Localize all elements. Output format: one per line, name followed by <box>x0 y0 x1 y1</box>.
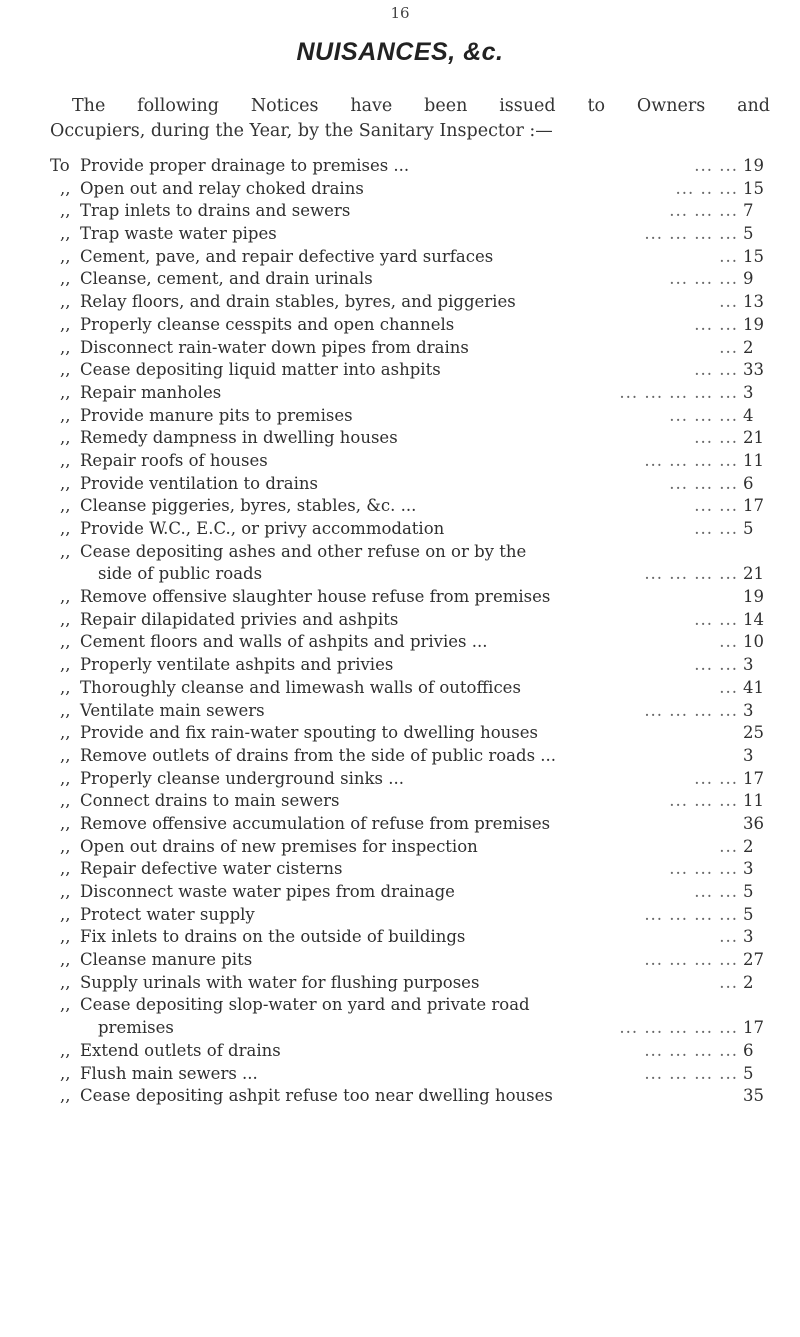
row-prefix: ,, <box>60 904 71 924</box>
page-title: NUISANCES, &c. <box>296 38 504 66</box>
row-leader: ... ... <box>694 496 738 516</box>
notice-row <box>50 972 780 995</box>
row-leader: ... ... ... <box>669 859 738 879</box>
row-text: Protect water supply <box>80 904 255 924</box>
row-text: Remove offensive slaughter house refuse from premises <box>80 587 551 607</box>
notice-list <box>50 155 780 1108</box>
row-count: 3 <box>743 700 754 720</box>
row-prefix: ,, <box>60 541 71 561</box>
row-prefix: ,, <box>60 519 71 538</box>
row-prefix: ,, <box>60 677 71 697</box>
row-count: 35 <box>743 1086 764 1106</box>
row-text: Provide ventilation to drains <box>80 473 319 493</box>
row-count: 2 <box>743 836 754 856</box>
notice-row <box>50 405 780 428</box>
row-prefix: ,, <box>60 1086 71 1106</box>
row-text: Provide W.C., E.C., or privy accommodation <box>80 519 445 538</box>
row-count: 3 <box>743 745 754 765</box>
row-prefix: ,, <box>60 950 71 970</box>
notice-row <box>50 813 780 836</box>
row-prefix: ,, <box>60 927 71 947</box>
row-text: Disconnect rain-water down pipes from drains <box>80 337 469 357</box>
row-text: Thoroughly cleanse and limewash walls of outoffices <box>80 677 521 697</box>
row-text: Open out drains of new premises for inspection <box>80 836 478 856</box>
notice-row <box>50 677 780 700</box>
row-count: 36 <box>743 813 764 833</box>
row-text: Remove offensive accumulation of refuse from premises <box>80 813 551 833</box>
row-text: Provide manure pits to premises <box>80 405 353 425</box>
row-text: Cleanse piggeries, byres, stables, &c. ... <box>80 496 417 516</box>
row-prefix: ,, <box>60 428 71 448</box>
row-count: 5 <box>743 882 754 901</box>
row-text: Supply urinals with water for flushing purposes <box>80 972 480 992</box>
row-prefix: ,, <box>60 972 71 992</box>
row-text: Remedy dampness in dwelling houses <box>80 428 398 448</box>
row-text: Trap inlets to drains and sewers <box>80 201 351 221</box>
row-text: Cleanse, cement, and drain urinals <box>80 269 373 289</box>
row-count: 15 <box>743 246 764 266</box>
row-count: 6 <box>743 473 754 493</box>
row-leader: ... ... ... <box>669 405 738 425</box>
notice-row <box>50 541 780 564</box>
row-count: 7 <box>743 201 754 221</box>
row-count: 9 <box>743 269 754 289</box>
row-leader: ... ... ... <box>669 201 738 221</box>
row-leader: ... ... ... ... ... <box>619 382 738 402</box>
row-count: 41 <box>743 677 764 697</box>
notice-row <box>50 926 780 949</box>
row-leader: ... ... <box>694 360 738 380</box>
intro-line-1: The following Notices have been issued to Owners and <box>72 96 770 116</box>
notice-row <box>50 881 780 904</box>
row-leader: ... ... <box>694 156 738 175</box>
row-leader: ... ... <box>694 655 738 675</box>
row-prefix: ,, <box>60 791 71 811</box>
page-number: 16 <box>390 4 410 22</box>
notice-row <box>50 518 780 541</box>
row-text: Provide and fix rain-water spouting to dwelling houses <box>80 723 538 743</box>
row-text: Extend outlets of drains <box>80 1040 281 1060</box>
row-count: 19 <box>743 587 764 607</box>
notice-row <box>50 200 780 223</box>
row-count: 17 <box>743 496 764 516</box>
notice-row <box>50 1063 780 1086</box>
row-count: 21 <box>743 564 764 584</box>
row-prefix: ,, <box>60 655 71 675</box>
notice-row <box>50 768 780 791</box>
row-leader: ... .. ... <box>675 178 738 198</box>
row-text: Properly cleanse cesspits and open channels <box>80 314 455 334</box>
row-leader: ... ... ... <box>669 269 738 289</box>
notice-row <box>50 790 780 813</box>
row-prefix: ,, <box>60 745 71 765</box>
row-leader: ... ... ... ... <box>644 950 738 970</box>
row-text: Cease depositing slop-water on yard and private road <box>80 995 530 1015</box>
notice-row <box>50 904 780 927</box>
row-count: 21 <box>743 428 764 448</box>
row-count: 10 <box>743 632 764 652</box>
row-text: Cease depositing ashpit refuse too near dwelling houses <box>80 1086 553 1106</box>
row-prefix: ,, <box>60 882 71 901</box>
notice-row <box>50 450 780 473</box>
row-leader: ... ... ... ... <box>644 1063 738 1083</box>
row-count: 6 <box>743 1040 754 1060</box>
notice-row <box>50 949 780 972</box>
row-text: Relay floors, and drain stables, byres, and piggeries <box>80 292 516 312</box>
row-prefix: ,, <box>60 473 71 493</box>
intro-line-2: Occupiers, during the Year, by the Sanitary Inspector :— <box>50 121 553 141</box>
row-count: 19 <box>743 314 764 334</box>
notice-row <box>50 178 780 201</box>
notice-row <box>50 631 780 654</box>
notice-row <box>50 382 780 405</box>
row-prefix: ,, <box>60 995 71 1015</box>
row-text: Cement, pave, and repair defective yard surfaces <box>80 246 494 266</box>
row-leader: ... ... <box>694 314 738 334</box>
row-prefix: ,, <box>60 178 71 198</box>
notice-row <box>50 654 780 677</box>
row-prefix: ,, <box>60 836 71 856</box>
row-leader: ... ... ... ... ... <box>619 1018 738 1038</box>
row-leader: ... <box>719 677 738 697</box>
row-text: Disconnect waste water pipes from drainage <box>80 882 455 901</box>
row-leader: ... ... ... ... <box>644 564 738 584</box>
row-text: Remove outlets of drains from the side of public roads ... <box>80 745 557 765</box>
row-text: Ventilate main sewers <box>80 700 265 720</box>
row-prefix: ,, <box>60 1040 71 1060</box>
row-prefix: ,, <box>60 450 71 470</box>
row-text: Fix inlets to drains on the outside of buildings <box>80 927 466 947</box>
row-text: premises <box>98 1018 174 1038</box>
row-count: 5 <box>743 1063 754 1083</box>
row-count: 17 <box>743 1018 764 1038</box>
row-leader: ... ... ... ... <box>644 904 738 924</box>
notice-row <box>50 223 780 246</box>
row-prefix: ,, <box>60 201 71 221</box>
row-leader: ... <box>719 246 738 266</box>
row-prefix: ,, <box>60 632 71 652</box>
row-text: Flush main sewers ... <box>80 1063 258 1083</box>
notice-row <box>50 155 780 178</box>
row-count: 3 <box>743 927 754 947</box>
row-count: 25 <box>743 723 764 743</box>
row-count: 3 <box>743 859 754 879</box>
row-leader: ... ... <box>694 609 738 629</box>
row-prefix: ,, <box>60 224 71 244</box>
notice-row <box>50 291 780 314</box>
row-prefix: ,, <box>60 269 71 289</box>
row-text: Repair manholes <box>80 382 222 402</box>
row-prefix: ,, <box>60 813 71 833</box>
row-count: 3 <box>743 382 754 402</box>
row-prefix: ,, <box>60 382 71 402</box>
notice-row <box>50 1085 780 1108</box>
row-count: 2 <box>743 337 754 357</box>
notice-row <box>50 1017 780 1040</box>
row-leader: ... ... <box>694 428 738 448</box>
row-count: 5 <box>743 224 754 244</box>
row-prefix: ,, <box>60 292 71 312</box>
row-text: Repair roofs of houses <box>80 450 268 470</box>
row-leader: ... <box>719 927 738 947</box>
notice-row <box>50 473 780 496</box>
notice-row <box>50 722 780 745</box>
row-count: 5 <box>743 904 754 924</box>
row-leader: ... <box>719 972 738 992</box>
row-leader: ... <box>719 836 738 856</box>
row-text: Cement floors and walls of ashpits and privies ... <box>80 632 488 652</box>
row-prefix: ,, <box>60 405 71 425</box>
row-prefix: To <box>50 156 70 175</box>
notice-row <box>50 836 780 859</box>
row-prefix: ,, <box>60 337 71 357</box>
row-prefix: ,, <box>60 859 71 879</box>
row-text: Cease depositing liquid matter into ashpits <box>80 360 441 380</box>
notice-row <box>50 268 780 291</box>
row-count: 27 <box>743 950 764 970</box>
row-text: Connect drains to main sewers <box>80 791 340 811</box>
row-text: Cleanse manure pits <box>80 950 253 970</box>
notice-row <box>50 858 780 881</box>
row-prefix: ,, <box>60 314 71 334</box>
notice-row <box>50 246 780 269</box>
row-text: Repair defective water cisterns <box>80 859 343 879</box>
notice-row <box>50 427 780 450</box>
row-count: 11 <box>743 450 764 470</box>
row-count: 33 <box>743 360 764 380</box>
notice-row <box>50 314 780 337</box>
row-prefix: ,, <box>60 360 71 380</box>
row-prefix: ,, <box>60 1063 71 1083</box>
row-leader: ... ... ... <box>669 473 738 493</box>
row-prefix: ,, <box>60 609 71 629</box>
row-prefix: ,, <box>60 496 71 516</box>
row-prefix: ,, <box>60 723 71 743</box>
notice-row <box>50 700 780 723</box>
notice-row <box>50 563 780 586</box>
row-text: Repair dilapidated privies and ashpits <box>80 609 399 629</box>
row-leader: ... ... ... ... <box>644 700 738 720</box>
row-prefix: ,, <box>60 700 71 720</box>
row-count: 14 <box>743 609 764 629</box>
row-leader: ... <box>719 632 738 652</box>
row-count: 15 <box>743 178 764 198</box>
row-leader: ... ... <box>694 768 738 788</box>
notice-row <box>50 495 780 518</box>
row-text: Open out and relay choked drains <box>80 178 364 198</box>
row-text: Provide proper drainage to premises ... <box>80 156 410 175</box>
notice-row <box>50 1040 780 1063</box>
notice-row <box>50 337 780 360</box>
row-leader: ... <box>719 292 738 312</box>
row-text: Trap waste water pipes <box>80 224 277 244</box>
row-leader: ... ... ... ... <box>644 224 738 244</box>
row-count: 13 <box>743 292 764 312</box>
row-leader: ... ... <box>694 882 738 901</box>
row-text: side of public roads <box>98 564 263 584</box>
notice-row <box>50 745 780 768</box>
row-count: 17 <box>743 768 764 788</box>
row-leader: ... <box>719 337 738 357</box>
row-leader: ... ... <box>694 519 738 538</box>
row-count: 19 <box>743 156 764 175</box>
row-leader: ... ... ... ... <box>644 1040 738 1060</box>
row-count: 4 <box>743 405 754 425</box>
notice-row <box>50 586 780 609</box>
row-prefix: ,, <box>60 246 71 266</box>
row-count: 3 <box>743 655 754 675</box>
notice-row <box>50 359 780 382</box>
row-leader: ... ... ... ... <box>644 450 738 470</box>
row-count: 11 <box>743 791 764 811</box>
row-text: Properly cleanse underground sinks ... <box>80 768 404 788</box>
notice-row <box>50 609 780 632</box>
row-prefix: ,, <box>60 768 71 788</box>
row-prefix: ,, <box>60 587 71 607</box>
row-count: 2 <box>743 972 754 992</box>
row-text: Properly ventilate ashpits and privies <box>80 655 394 675</box>
notice-row <box>50 994 780 1017</box>
row-leader: ... ... ... <box>669 791 738 811</box>
row-text: Cease depositing ashes and other refuse on or by the <box>80 541 527 561</box>
row-count: 5 <box>743 519 754 538</box>
